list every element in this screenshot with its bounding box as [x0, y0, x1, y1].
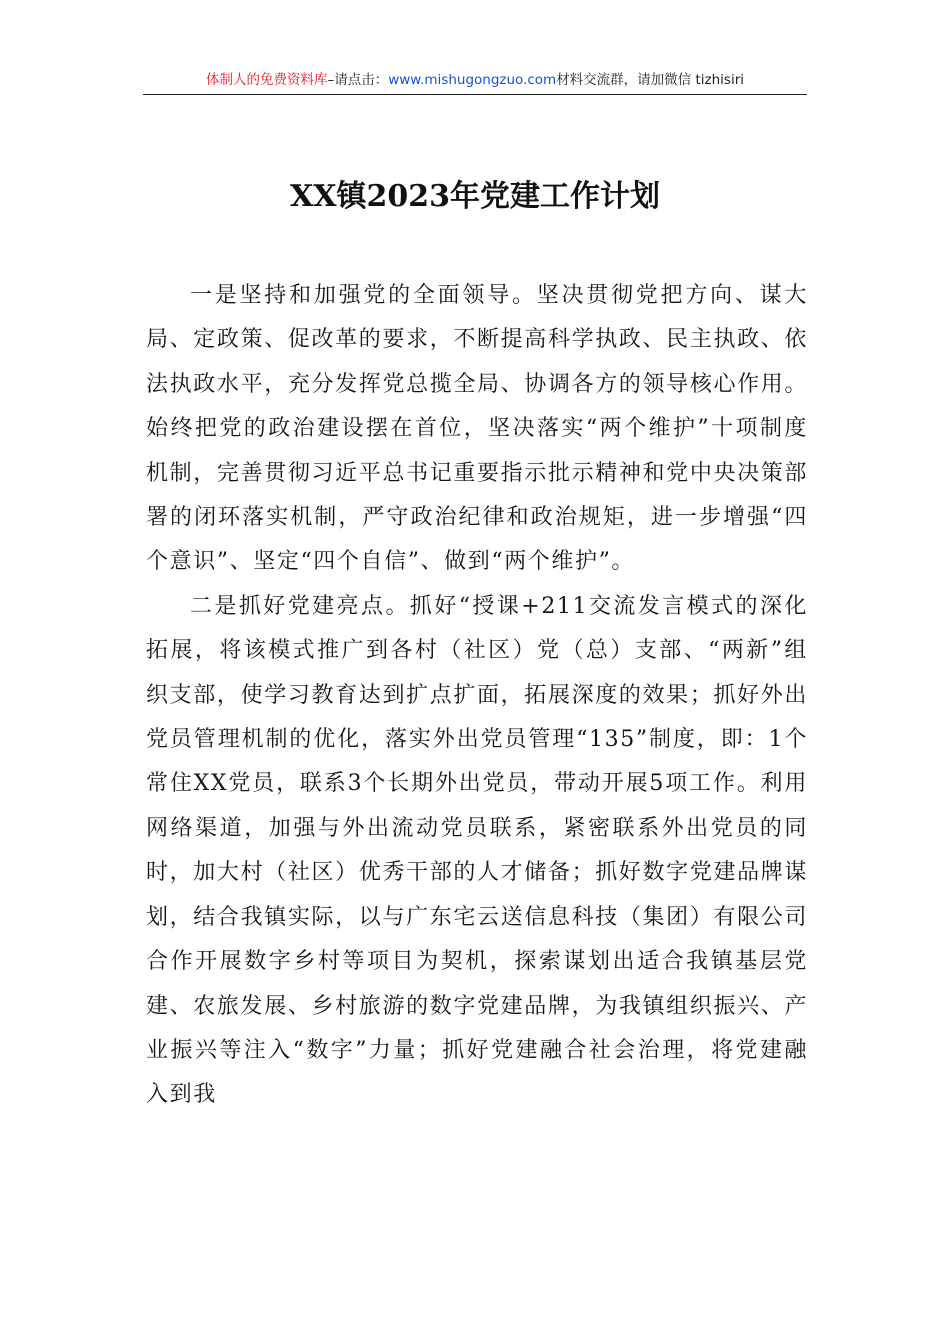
header-brand: 体制人的免费资料库 [205, 72, 328, 88]
header-link[interactable]: www.mishugongzuo.com [388, 72, 557, 88]
document-body [146, 274, 808, 1118]
header-note: 材料交流群，请加微信 tizhisiri [556, 72, 745, 88]
paragraph-2: 二是抓好党建亮点。抓好“授课+211交流发言模式的深化拓展，将该模式推广到各村（社区）党（总）支部、“两新”组织支部，使学习教育达到扩点扩面，拓展深度的效果；抓好外出党员管理机制的优化，落实外出党员管理“135”制度，即：1个常住XX党员，联系3个长期外出党员，带动开展5项工作。利用网络渠道，加强与外出流动党员联系，紧密联系外出党员的同时，加大村（社区）优秀干部的人才储备；抓好数字党建品牌谋划，结合我镇实际，以与广东宅云送信息科技（集团）有限公司合作开展数字乡村等项目为契机，探索谋划出适合我镇基层党建、农旅发展、乡村旅游的数字党建品牌，为我镇组织振兴、产业振兴等注入“数字”力量；抓好党建融合社会治理，将党建融入到我 [146, 593, 808, 1108]
page-header [143, 68, 807, 95]
header-prompt: –请点击： [327, 72, 389, 88]
paragraph-1: 一是坚持和加强党的全面领导。坚决贯彻党把方向、谋大局、定政策、促改革的要求，不断提高科学执政、民主执政、依法执政水平，充分发挥党总揽全局、协调各方的领导核心作用。始终把党的政治建设摆在首位，坚决落实“两个维护”十项制度机制，完善贯彻习近平总书记重要指示批示精神和党中央决策部署的闭环落实机制，严守政治纪律和政治规矩，进一步增强“四个意识”、坚定“四个自信”、做到“两个维护”。 [146, 283, 808, 575]
document-title: XX镇2023年党建工作计划 [289, 179, 661, 214]
